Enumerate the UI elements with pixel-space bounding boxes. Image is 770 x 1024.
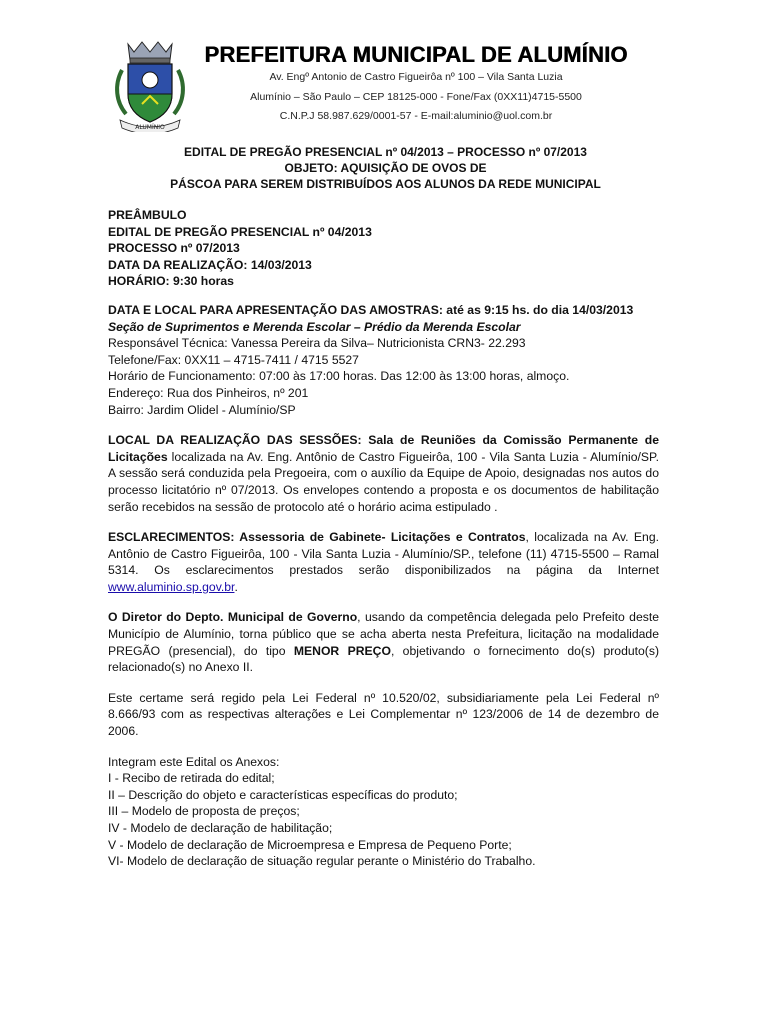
address-line-3: C.N.P.J 58.987.629/0001-57 - E-mail:aluminio@uol.com.br	[279, 110, 553, 122]
regulation-paragraph: Este certame será regido pela Lei Federal nº 10.520/02, subsidiariamente pela Lei Federal nº 8.666/93 com as respectivas alterações e Lei Complementar nº 123/2006 de 14 de dezembro de 2006.	[108, 690, 659, 739]
website-link[interactable]: www.aluminio.sp.gov.br	[108, 579, 235, 594]
samples-heading: DATA E LOCAL PARA APRESENTAÇÃO DAS AMOSTRAS: até as 9:15 hs. do dia 14/03/2013	[108, 302, 634, 317]
annexes-intro: Integram este Edital os Anexos:	[108, 754, 280, 769]
samples-phone: Telefone/Fax: 0XX11 – 4715-7411 / 4715 5527	[108, 352, 359, 367]
preamble-edital: EDITAL DE PREGÃO PRESENCIAL nº 04/2013	[108, 224, 372, 239]
sessions-lead: LOCAL DA REALIZAÇÃO DAS SESSÕES: Sala de Reuniões da Comissão Permanente de Licitações	[108, 433, 659, 464]
clarifications-after-link: .	[234, 579, 238, 594]
document-body	[108, 207, 659, 870]
preamble-heading: PREÂMBULO	[108, 208, 187, 222]
director-text-2: , objetivando o fornecimento do(s) produto(s) relacionado(s) no Anexo II.	[108, 643, 660, 675]
samples-district: Bairro: Jardim Olidel - Alumínio/SP	[108, 402, 296, 417]
director-text-1: , usando da competência delegada pelo Prefeito deste Município de Alumínio, torna público que se acha aberta nesta Prefeitura, licitação na modalidade PREGÃO (presencial), do tipo	[108, 610, 659, 658]
director-type: MENOR PREÇO	[293, 643, 391, 658]
title-line-1: EDITAL DE PREGÃO PRESENCIAL nº 04/2013 – PROCESSO nº 07/2013	[184, 145, 587, 159]
annex-item: V - Modelo de declaração de Microempresa e Empresa de Pequeno Porte;	[108, 837, 512, 852]
annex-item: I - Recibo de retirada do edital;	[108, 771, 275, 786]
address-line-1: Av. Engº Antonio de Castro Figueirôa nº 100 – Vila Santa Luzia	[269, 71, 563, 83]
samples-responsible: Responsável Técnica: Vanessa Pereira da Silva– Nutricionista CRN3- 22.293	[108, 336, 526, 351]
annex-item: IV - Modelo de declaração de habilitação;	[108, 821, 333, 835]
sessions-text: localizada na Av. Eng. Antônio de Castro Figueirôa, 100 - Vila Santa Luzia - Alumínio/SP. A sessão será conduzida pela Pregoeira, com o auxílio da Equipe de Apoio, designadas nos autos do processo licitatório nº 07/2013. Os envelopes contendo a proposta e os documentos de habilitação serão recebidos na sessão de protocolo até o horário acima estipulado .	[108, 449, 659, 514]
clarifications-lead: ESCLARECIMENTOS: Assessoria de Gabinete- Licitações e Contratos	[108, 530, 526, 545]
title-line-3: PÁSCOA PARA SEREM DISTRIBUÍDOS AOS ALUNOS DA REDE MUNICIPAL	[170, 177, 601, 191]
director-lead: O Diretor do Depto. Municipal de Governo	[108, 610, 358, 625]
annex-item: III – Modelo de proposta de preços;	[108, 804, 300, 819]
annex-item: VI- Modelo de declaração de situação regular perante o Ministério do Trabalho.	[108, 854, 536, 869]
document-title	[108, 144, 663, 192]
sessions-paragraph	[108, 432, 659, 515]
samples-section: Seção de Suprimentos e Merenda Escolar – Prédio da Merenda Escolar	[108, 319, 521, 334]
director-paragraph	[108, 609, 659, 675]
crest-ribbon-text: ALUMÍNIO	[135, 124, 165, 131]
samples-hours: Horário de Funcionamento: 07:00 às 17:00 horas. Das 12:00 às 13:00 horas, almoço.	[108, 369, 570, 384]
clarifications-text: , localizada na Av. Eng. Antônio de Castro Figueirôa, 100 - Vila Santa Luzia - Alumínio/SP., telefone (11) 4715-5500 – Ramal 5314. Os esclarecimentos prestados serão disponibilizados na página da Internet	[108, 530, 659, 578]
preamble-time: HORÁRIO: 9:30 horas	[108, 274, 234, 289]
title-line-2: OBJETO: AQUISIÇÃO DE OVOS DE	[284, 161, 487, 175]
municipal-crest-logo	[112, 40, 188, 132]
org-title: PREFEITURA MUNICIPAL DE ALUMÍNIO	[204, 42, 628, 67]
preamble-processo: PROCESSO nº 07/2013	[108, 241, 240, 256]
annex-item: II – Descrição do objeto e características específicas do produto;	[108, 787, 458, 802]
address-line-2: Alumínio – São Paulo – CEP 18125-000 - Fone/Fax (0XX11)4715-5500	[250, 91, 582, 103]
preamble-date: DATA DA REALIZAÇÃO: 14/03/2013	[108, 257, 312, 272]
samples-address: Endereço: Rua dos Pinheiros, nº 201	[108, 385, 309, 400]
clarifications-paragraph	[108, 529, 659, 595]
